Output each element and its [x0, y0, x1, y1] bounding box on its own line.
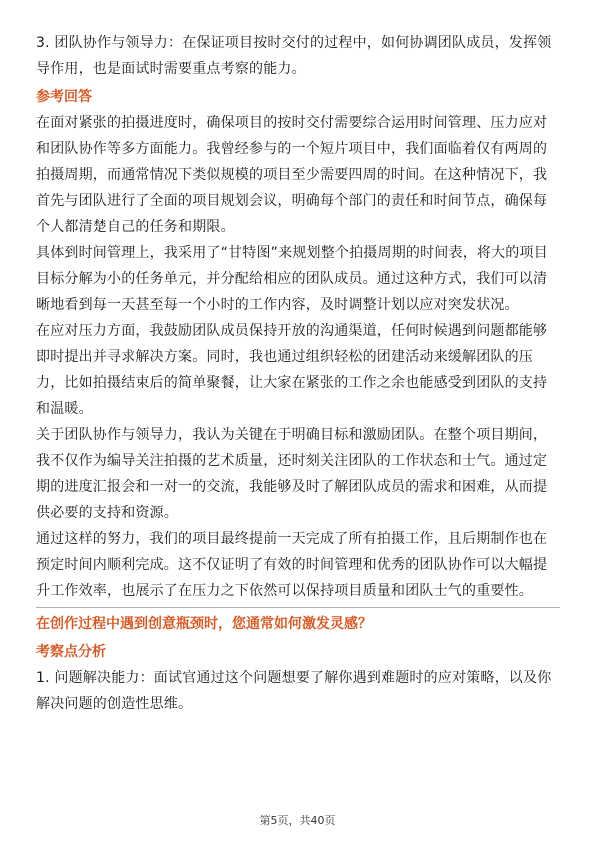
answer-paragraph-4: 关于团队协作与领导力，我认为关键在于明确目标和激励团队。在整个项目期间，我不仅作为编导关注拍摄的艺术质量，还时刻关注团队的工作状态和士气。通过定期的进度汇报会和一对一的交流，我能够及时了解团队成员的需求和困难，从而提供必要的支持和资源。: [36, 427, 548, 521]
reference-answer-heading: 参考回答: [36, 89, 92, 105]
next-question-title: 在创作过程中遇到创意瓶颈时，您通常如何激发灵感？: [36, 616, 372, 632]
analysis-heading: 考察点分析: [36, 644, 106, 660]
point-3-text: 3. 团队协作与领导力：在保证项目按时交付的过程中，如何协调团队成员，发挥领导作用，也是面试时需要重点考察的能力。: [36, 35, 552, 77]
answer-paragraph-2: 具体到时间管理上，我采用了“甘特图”来规划整个拍摄周期的时间表，将大的项目目标分解为小的任务单元，并分配给相应的团队成员。通过这种方式，我们可以清晰地看到每一天甚至每一个小时的工作内容，及时调整计划以应对突发状况。: [36, 245, 548, 313]
page-content: [36, 30, 560, 717]
answer-paragraph-5: 通过这样的努力，我们的项目最终提前一天完成了所有拍摄工作，且后期制作也在预定时间内顺利完成。这不仅证明了有效的时间管理和优秀的团队协作可以大幅提升工作效率，也展示了在压力之下依然可以保持项目质量和团队士气的重要性。: [36, 531, 548, 599]
answer-paragraph-3: 在应对压力方面，我鼓励团队成员保持开放的沟通渠道，任何时候遇到问题都能够即时提出并寻求解决方案。同时，我也通过组织轻松的团建活动来缓解团队的压力，比如拍摄结束后的简单聚餐，让大家在紧张的工作之余也能感受到团队的支持和温暖。: [36, 323, 548, 417]
page-number-footer: 第5页，共40页: [259, 814, 336, 827]
analysis-point-1: 1. 问题解决能力：面试官通过这个问题想要了解你遇到难题时的应对策略，以及你解决问题的创造性思维。: [36, 670, 552, 712]
section-divider: [36, 607, 560, 608]
answer-paragraph-1: 在面对紧张的拍摄进度时，确保项目的按时交付需要综合运用时间管理、压力应对和团队协作等多方面能力。我曾经参与的一个短片项目中，我们面临着仅有两周的拍摄周期，而通常情况下类似规模的项目至少需要四周的时间。在这种情况下，我首先与团队进行了全面的项目规划会议，明确每个部门的责任和时间节点，确保每个人都清楚自己的任务和期限。: [36, 115, 548, 235]
